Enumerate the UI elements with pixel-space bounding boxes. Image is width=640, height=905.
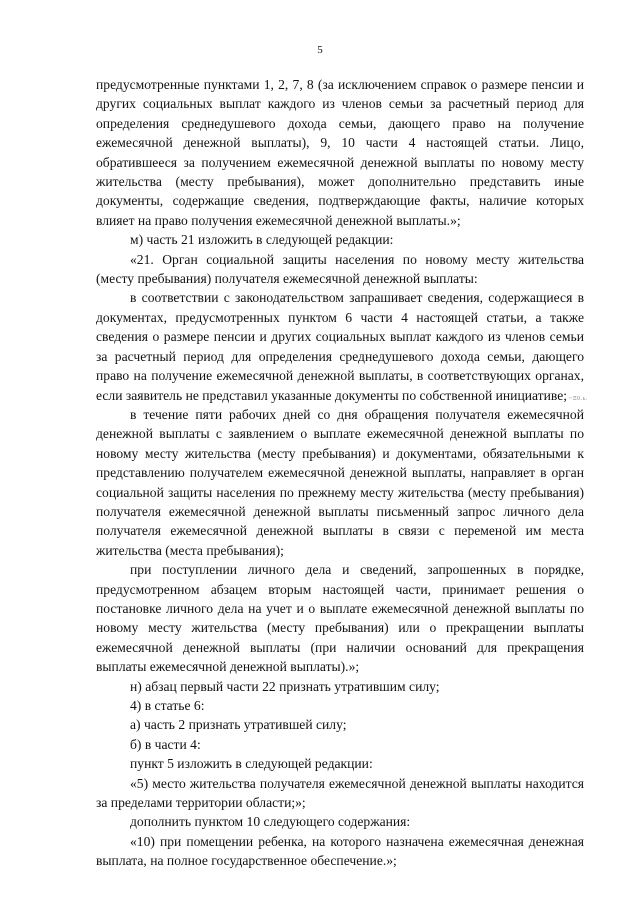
paragraph-7: н) абзац первый части 22 признать утратившим силу; bbox=[130, 678, 440, 694]
paragraph-12: «5) место жительства получателя ежемесячной денежной выплаты находится за пределами территории области;»; bbox=[96, 775, 584, 811]
paragraph-14: «10) при помещении ребенка, на которого назначена ежемесячная денежная выплата, на полное государственное обеспечение.»; bbox=[96, 833, 584, 869]
paragraph-1: предусмотренные пунктами 1, 2, 7, 8 (за исключением справок о размере пенсии и других социальных выплат каждого из членов семьи за расчетный период для определения среднедушевого дохода семьи, дающего право на получение ежемесячной денежной выплаты), 9, 10 части 4 настоящей статьи. Лицо, обратившееся за получением ежемесячной денежной выплаты по новому месту жительства (месту пребывания), может дополнительно представить иные документы, содержащие сведения, подтверждающие факты, наличие которых влияет на право получения ежемесячной денежной выплаты.»; bbox=[96, 77, 584, 228]
paragraph-13: дополнить пунктом 10 следующего содержания: bbox=[130, 814, 411, 830]
paragraph-11: пункт 5 изложить в следующей редакции: bbox=[130, 756, 373, 772]
document-body bbox=[96, 75, 584, 871]
paragraph-8: 4) в статье 6: bbox=[130, 698, 205, 713]
paragraph-6: при поступлении личного дела и сведений, запрошенных в порядке, предусмотренном абзацем вторым настоящей части, принимает решения о постановке личного дела на учет и о выплате ежемесячной денежной выплаты по новому месту жительства (месту пребывания) или о прекращении выплаты ежемесячной денежной выплаты (при наличии оснований для прекращения выплаты ежемесячной денежной выплаты).»; bbox=[96, 562, 584, 675]
paragraph-5: в течение пяти рабочих дней со дня обращения получателя ежемесячной денежной выплаты с заявлением о выплате ежемесячной денежной выплаты по новому месту жительства (месту пребывания) и документами, обязательными к представлению получателем ежемесячной денежной выплаты, направляет в орган социальной защиты населения по прежнему месту жительства (месту пребывания) получателя ежемесячной денежной выплаты письменный запрос личного дела получателя ежемесячной денежной выплаты в связи с переменой им места жительства (места пребывания); bbox=[96, 406, 584, 558]
paragraph-3: «21. Орган социальной защиты населения по новому месту жительства (месту пребывания) получателя ежемесячной денежной выплаты: bbox=[96, 251, 584, 287]
paragraph-9: а) часть 2 признать утратившей силу; bbox=[130, 717, 347, 733]
margin-mark: ~Ξ0.ь. bbox=[569, 396, 588, 402]
paragraph-2: м) часть 21 изложить в следующей редакции: bbox=[130, 232, 394, 248]
page-number: 5 bbox=[317, 44, 323, 56]
paragraph-10: б) в части 4: bbox=[130, 736, 201, 752]
paragraph-4: в соответствии с законодательством запрашивает сведения, содержащиеся в документах, предусмотренных пунктом 6 части 4 настоящей статьи, а также сведения о размере пенсии и других социальных выплат каждого из членов семьи за расчетный период для определения среднедушевого дохода семьи, дающего право на получение ежемесячной денежной выплаты, в соответствующих органах, если заявитель не представил указанные документы по собственной инициативе; bbox=[96, 290, 584, 403]
